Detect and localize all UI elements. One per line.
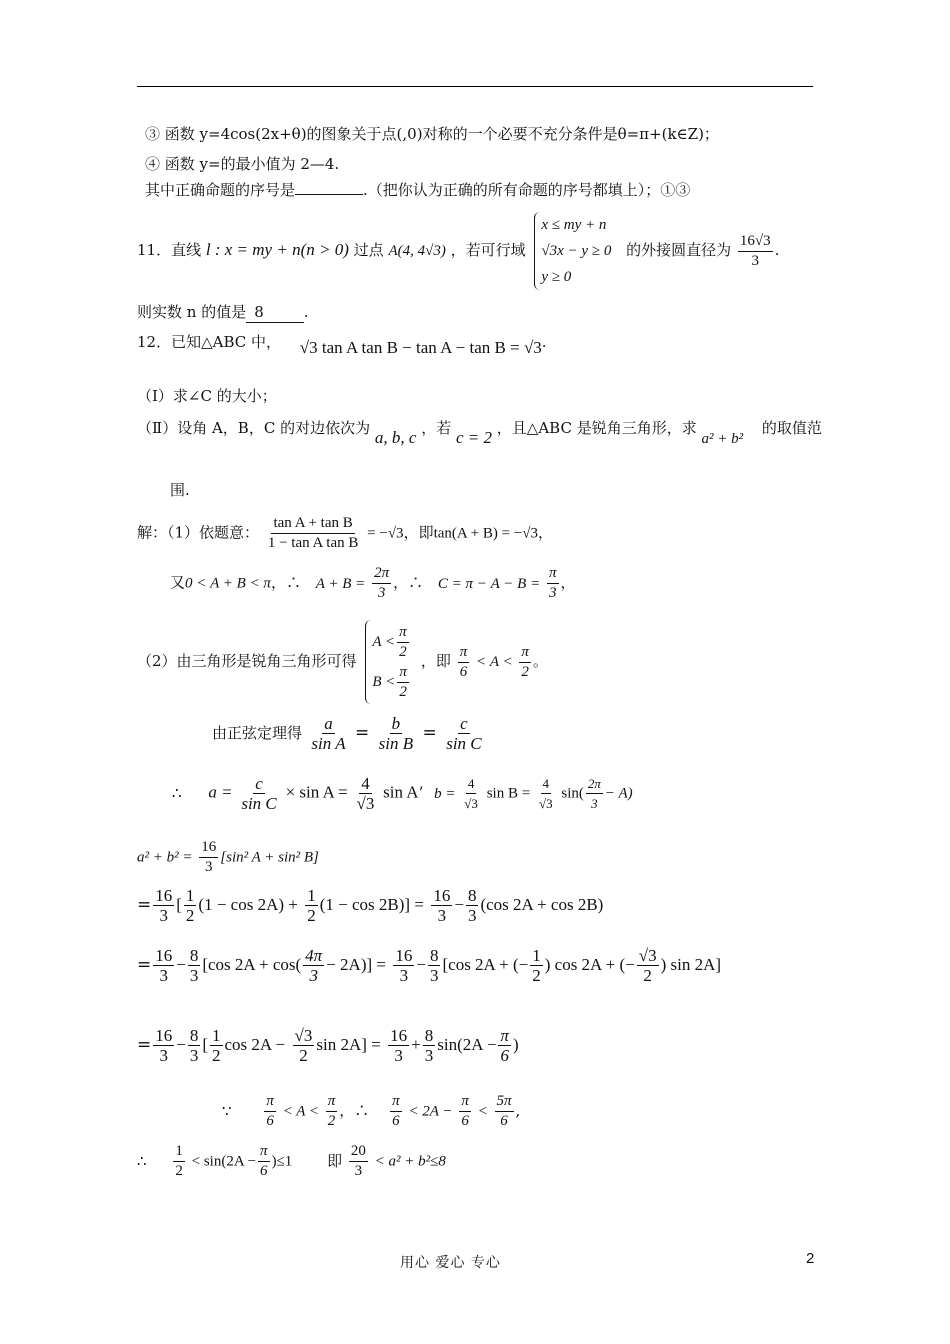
frac-8-3	[423, 1026, 436, 1065]
frac-den: sin C	[241, 794, 277, 813]
frac-den: 6	[459, 663, 468, 680]
frac-den: 3	[424, 1046, 434, 1065]
frac-den: 3	[189, 966, 199, 985]
question-12	[137, 332, 547, 357]
frac-1-2	[210, 1026, 223, 1065]
sol-comma: ，	[538, 523, 554, 542]
plus: +	[411, 1035, 421, 1054]
a-eq: a =	[208, 782, 233, 802]
q11-diam-num: 16√3	[738, 232, 773, 252]
sol-frac-den: 1 − tan A tan B	[267, 535, 359, 551]
frac-num: 4	[361, 774, 370, 793]
q11-point: A(4, 4√3)	[388, 243, 446, 259]
minus: −	[454, 895, 464, 914]
frac-num: 16	[199, 838, 218, 858]
item-3: ③ 函数 y=4cos(2x+θ)的图象关于点(,0)对称的一个必要不充分条件是θ=π+(k∈Z)；	[145, 125, 719, 143]
frac-num: 16	[155, 946, 173, 965]
minus: −	[176, 955, 186, 974]
frac-num: c	[255, 774, 263, 793]
frac-4-sqrt3	[355, 774, 377, 813]
frac-den: sin B	[378, 734, 414, 753]
frac-den: 2	[327, 1113, 336, 1129]
frac-16-3	[153, 1026, 174, 1065]
q12-ii-text-c: ，且△ABC 是锐角三角形，求	[496, 419, 697, 437]
eq: =	[137, 1035, 152, 1055]
frac-16-3	[431, 886, 452, 925]
frac-5pi-6	[495, 1092, 514, 1131]
frac-den: √3	[464, 796, 478, 811]
frac-den: 2	[307, 906, 316, 925]
frac-20-3	[349, 1142, 368, 1181]
q12-ii-c: c = 2	[455, 428, 493, 447]
frac-num: 2π	[586, 774, 603, 794]
p2-frac-pi2	[519, 643, 531, 682]
prompt-suffix: .（把你认为正确的所有命题的序号都填上）；①③	[363, 181, 691, 199]
question-11	[137, 212, 779, 290]
eq: =	[422, 723, 437, 743]
frac-num: π	[397, 663, 409, 683]
frac-sqrt3-2	[293, 1026, 315, 1065]
frac-num: π	[459, 1092, 471, 1112]
sine-rule	[212, 714, 486, 753]
frac-den: sin A	[311, 734, 346, 753]
fin-a: < sin(2A −	[191, 1153, 257, 1170]
frac-den: 6	[500, 1113, 508, 1129]
sol2-range: 0 < A + B < π	[185, 575, 271, 592]
frac-num: 1	[532, 946, 541, 965]
l2-c: (1 − cos 2B)] =	[319, 895, 424, 914]
sol-eq2: tan(A + B) = −√3	[433, 525, 539, 542]
frac-den: 6	[266, 1113, 274, 1129]
frac-den: 6	[260, 1163, 268, 1179]
frac-den: 3	[159, 1046, 168, 1065]
frac-num: 4π	[305, 946, 323, 965]
q11-sys-row: √3x − y ≥ 0	[541, 243, 612, 259]
p2-frac	[397, 663, 409, 702]
frac-pi-6	[459, 1092, 471, 1131]
q12-part-i: （I）求∠C 的大小；	[137, 387, 277, 405]
frac-1-2	[305, 886, 318, 925]
p2-mid: < A <	[475, 654, 513, 671]
p2-b: ，即	[420, 652, 451, 671]
eq: =	[355, 723, 370, 743]
frac-num: 20	[349, 1142, 368, 1162]
frac-num: c	[460, 714, 468, 733]
because-symbol: ∵	[222, 1101, 232, 1120]
frac-den: 3	[377, 585, 386, 601]
frac-num: π	[500, 1026, 509, 1045]
l1-rhs: [sin² A + sin² B]	[220, 849, 319, 866]
frac-num: 1	[173, 1142, 185, 1162]
frac-num: 16	[390, 1026, 408, 1045]
frac-den: 3	[309, 966, 318, 985]
q12-equation: √3 tan A tan B − tan A − tan B = √3	[299, 338, 542, 357]
frac-8-3	[466, 886, 479, 925]
frac-den: 6	[461, 1113, 469, 1129]
q11-answer: 则实数 n 的值是 8 .	[137, 303, 309, 321]
frac-num: 16	[433, 886, 451, 905]
sol2-frac-2pi3	[372, 564, 391, 603]
frac-num: 8	[429, 946, 439, 965]
frac-den: √3	[356, 794, 375, 813]
a-b-formulas	[172, 774, 633, 813]
frac-num: π	[519, 643, 531, 663]
sol2-b: ，∴	[270, 573, 301, 592]
frac-den: 2	[212, 1046, 221, 1065]
sol2-sum: A + B =	[315, 575, 366, 592]
l3-b: − 2A)] =	[326, 955, 386, 974]
frac-den: 3	[429, 966, 439, 985]
l3-d: ) cos 2A + (−	[544, 955, 635, 974]
frac-8-3	[188, 946, 201, 985]
q12-part-ii-cont: 围.	[170, 481, 190, 499]
l4-end: )	[512, 1035, 519, 1054]
q12-ii-expr: a² + b²	[701, 431, 744, 447]
l3-e: ) sin 2A]	[660, 955, 722, 974]
q11-diameter	[738, 232, 773, 271]
frac-c-sinC	[444, 714, 483, 753]
frac-8-3	[188, 1026, 201, 1065]
q12-ii-text-b: ，若	[421, 419, 452, 437]
frac-num: π	[258, 1142, 270, 1162]
frac-den: 3	[354, 1163, 363, 1179]
frac-num: √3	[294, 1026, 313, 1045]
minus: −	[416, 955, 426, 974]
q11-diam-den: 3	[751, 252, 760, 269]
sol2-end: ，	[560, 573, 576, 592]
derivation-line-1	[137, 838, 319, 877]
frac-den: sin C	[446, 734, 482, 753]
p2-frac	[397, 623, 409, 662]
r1-b: ，∴	[339, 1101, 370, 1120]
frac-16-3	[199, 838, 218, 877]
sol2-a: 又	[170, 573, 186, 592]
frac-num: a	[324, 714, 333, 733]
q11-end: .	[774, 241, 780, 259]
q11-label: 11．直线	[137, 241, 202, 259]
frac-num: 8	[467, 886, 477, 905]
frac-num: 4	[466, 774, 477, 794]
frac-den: 3	[159, 966, 168, 985]
item-4: ④ 函数 y=的最小值为 2—4.	[145, 155, 340, 173]
frac-b-sinB	[377, 714, 415, 753]
frac-num: 1	[212, 1026, 221, 1045]
frac-sqrt3-2	[637, 946, 659, 985]
frac-16-3	[153, 886, 174, 925]
bracket: [	[176, 895, 182, 914]
frac-4pi-3	[303, 946, 324, 985]
frac-1-2	[530, 946, 543, 985]
fin-b: )≤1	[271, 1153, 293, 1170]
frac-num: 2π	[372, 564, 391, 584]
r1-end: ,	[515, 1101, 521, 1120]
q11-answer-prefix: 则实数 n 的值是	[137, 303, 247, 321]
sol-fraction	[266, 514, 361, 553]
frac-den: 2	[299, 1046, 308, 1065]
q12-ii-text-d: 的取值范	[761, 419, 822, 437]
frac-pi-6	[264, 1092, 276, 1131]
eq: =	[137, 955, 152, 975]
sinA-end: sin A	[383, 782, 419, 802]
solution-line-2	[170, 564, 576, 603]
sol-frac-num: tan A + tan B	[271, 514, 354, 534]
l4-d: sin(2A −	[437, 1035, 497, 1054]
frac-den: 3	[394, 1046, 403, 1065]
frac-den: 3	[437, 906, 447, 925]
l3-c: [cos 2A + (−	[442, 955, 529, 974]
sine-label: 由正弦定理得	[212, 724, 303, 742]
frac-1-2	[173, 1142, 185, 1181]
footer-motto: 用心 爱心 专心	[400, 1255, 501, 1271]
frac-den: 3	[159, 906, 168, 925]
r1-c: < 2A −	[408, 1103, 453, 1120]
answer-blank	[295, 180, 363, 195]
frac-pi-2	[326, 1092, 338, 1131]
sin-open: sin(	[561, 785, 584, 802]
page-number: 2	[806, 1250, 815, 1267]
sinB-eq: sin B =	[486, 785, 531, 802]
therefore-symbol: ∴	[172, 783, 182, 802]
frac-num: 4	[541, 774, 552, 794]
frac-den: 6	[500, 1046, 509, 1065]
times-sinA: × sin A =	[285, 782, 348, 802]
frac-num: π	[547, 564, 559, 584]
frac-num: π	[397, 623, 409, 643]
frac-num: 16	[155, 1026, 173, 1045]
frac-4-sqrt3-small	[462, 774, 480, 813]
frac-num: 8	[424, 1026, 434, 1045]
frac-num: b	[391, 714, 401, 733]
r1-mid: < A <	[282, 1103, 319, 1120]
frac-den: 6	[392, 1113, 400, 1129]
frac-2pi3	[586, 774, 603, 813]
q12-ii-text-a: （Ⅱ）设角 A，B，C 的对边依次为	[137, 419, 371, 437]
l2-b: (1 − cos 2A) +	[198, 895, 298, 914]
frac-num: 1	[307, 886, 316, 905]
frac-num: 8	[189, 1026, 199, 1045]
q11-answer-value: 8	[246, 302, 304, 323]
frac-8-3	[428, 946, 441, 985]
frac-num: π	[326, 1092, 338, 1112]
frac-num: 1	[185, 886, 195, 905]
frac-num: 5π	[495, 1092, 514, 1112]
p2-a: （2）由三角形是锐角三角形可得	[137, 652, 357, 671]
derivation-line-3	[137, 946, 721, 985]
sol-ji: ，即	[403, 523, 434, 542]
q12-ii-abc: a, b, c	[374, 428, 417, 447]
p2-sys2: B <	[372, 674, 396, 691]
frac-den: 2	[185, 906, 195, 925]
frac-pi-6	[390, 1092, 402, 1131]
l4-b: cos 2A −	[224, 1035, 286, 1054]
apostrophe: ’	[418, 783, 424, 802]
frac-num: √3	[638, 946, 657, 965]
sol2-C: C = π − A − B =	[437, 575, 541, 592]
sol2-frac-pi3	[547, 564, 559, 603]
l1-lhs: a² + b² =	[137, 849, 193, 866]
solution-line-1	[137, 514, 553, 553]
frac-den: √3	[538, 796, 553, 811]
p2-sys1: A <	[372, 634, 396, 650]
l3-a: [cos 2A + cos(	[202, 955, 302, 974]
frac-num: π	[458, 643, 470, 663]
sol-eq1: = −√3	[367, 525, 404, 542]
l2-d: (cos 2A + cos 2B)	[480, 895, 604, 914]
eq: =	[137, 895, 152, 915]
bracket: [	[202, 1035, 209, 1054]
frac-den: 3	[591, 796, 598, 811]
derivation-line-2	[137, 886, 603, 925]
frac-num: 16	[395, 946, 413, 965]
correct-prompt	[145, 180, 690, 200]
frac-num: 16	[155, 886, 173, 905]
frac-den: 2	[175, 1163, 183, 1179]
frac-pi-6	[258, 1142, 270, 1181]
frac-num: 8	[189, 946, 199, 965]
r1-d: <	[477, 1103, 488, 1120]
derivation-line-4	[137, 1026, 519, 1065]
q11-text-c: ，若可行域	[450, 241, 526, 259]
frac-pi-6	[498, 1026, 511, 1065]
b-eq: b =	[434, 785, 456, 802]
frac-den: 3	[189, 1046, 199, 1065]
frac-16-3	[393, 946, 414, 985]
frac-a-sinA	[309, 714, 347, 753]
frac-16-3	[153, 946, 174, 985]
frac-den: 2	[532, 966, 541, 985]
header-rule	[137, 86, 813, 87]
frac-den: 2	[399, 684, 407, 701]
p2-end: 。	[532, 652, 548, 671]
p2-frac-pi6	[458, 643, 470, 682]
final-line	[137, 1142, 446, 1181]
q11-line: l : x = my + n(n > 0)	[205, 240, 349, 259]
frac-den: 2	[521, 663, 529, 680]
prompt-text: 其中正确命题的序号是	[145, 181, 296, 199]
q11-sys-row: y ≥ 0	[541, 269, 572, 285]
q11-text-b: 过点	[353, 241, 384, 259]
range-line	[222, 1092, 520, 1131]
p2-system	[365, 620, 417, 704]
frac-den: 2	[399, 644, 407, 661]
therefore-symbol: ∴	[137, 1151, 147, 1170]
frac-den: 3	[467, 906, 477, 925]
frac-16-3	[388, 1026, 409, 1065]
q11-system	[534, 212, 617, 290]
minus: −	[176, 1035, 186, 1054]
frac-num: π	[390, 1092, 402, 1112]
frac-den: 3	[399, 966, 409, 985]
q11-sys-row: x ≤ my + n	[541, 217, 607, 233]
q12-end: .	[541, 333, 547, 351]
frac-den: 3	[205, 859, 213, 875]
fin-c: < a² + b²≤8	[374, 1153, 446, 1170]
sol-label: 解：（1）依题意：	[137, 523, 260, 542]
frac-1-2	[184, 886, 197, 925]
fin-ji: 即	[327, 1151, 343, 1170]
sol2-c: ，∴	[393, 573, 424, 592]
frac-den: 2	[643, 966, 652, 985]
q12-part-ii	[137, 418, 822, 447]
l4-c: sin 2A] =	[316, 1035, 381, 1054]
minus-A: − A)	[604, 785, 633, 802]
frac-4-sqrt3-small	[537, 774, 555, 813]
q12-label: 12．已知△ABC 中，	[137, 333, 282, 351]
frac-c-sinC	[239, 774, 278, 813]
part-2-line	[137, 620, 548, 704]
frac-den: 3	[549, 585, 557, 601]
q11-text-d: 的外接圆直径为	[626, 241, 732, 259]
frac-num: π	[264, 1092, 276, 1112]
